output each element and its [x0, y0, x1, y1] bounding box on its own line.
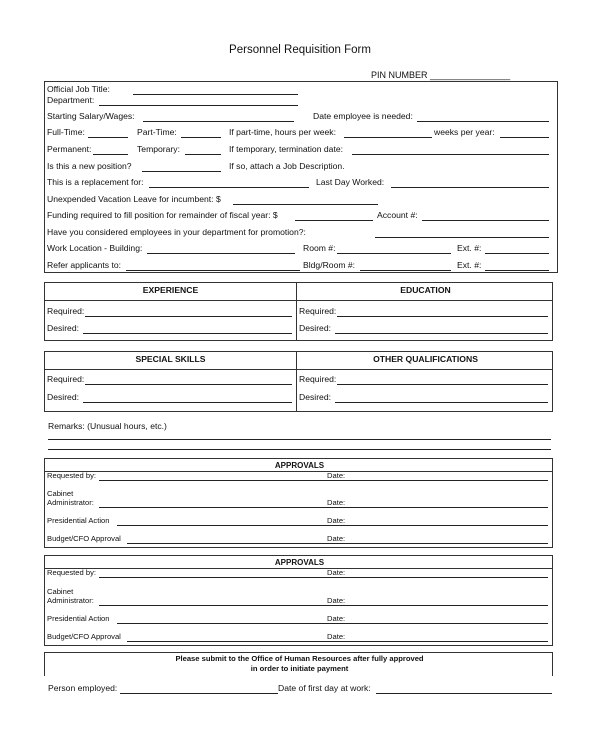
part-time-label: Part-Time: — [137, 127, 177, 137]
first-day-field[interactable] — [376, 693, 552, 694]
ext2-label: Ext. #: — [457, 260, 482, 270]
qualifications-required-label: Required: — [299, 374, 337, 384]
approvals-section-1 — [44, 458, 553, 548]
person-employed-field[interactable] — [120, 693, 278, 694]
considered-employees-field[interactable] — [375, 237, 549, 238]
bldg-room-label: Bldg/Room #: — [303, 260, 356, 270]
date-field-1c[interactable] — [346, 525, 548, 526]
person-employed-label: Person employed: — [48, 683, 118, 693]
skills-required-label: Required: — [47, 374, 85, 384]
remarks-label: Remarks: (Unusual hours, etc.) — [48, 421, 167, 431]
skills-required-field[interactable] — [85, 384, 292, 385]
work-location-label: Work Location - Building: — [47, 243, 143, 253]
account-field[interactable] — [422, 220, 549, 221]
skills-desired-label: Desired: — [47, 392, 79, 402]
remarks-field-line-2[interactable] — [48, 449, 551, 450]
budget-cfo-label-2: Budget/CFO Approval — [47, 632, 121, 641]
date-label-1a: Date: — [327, 471, 346, 480]
starting-salary-label: Starting Salary/Wages: — [47, 111, 135, 121]
experience-desired-field[interactable] — [83, 333, 292, 334]
requested-by-field-1[interactable] — [99, 480, 369, 481]
date-field-2c[interactable] — [346, 623, 548, 624]
refer-applicants-field[interactable] — [126, 270, 300, 271]
hours-per-week-field[interactable] — [344, 137, 432, 138]
education-desired-label: Desired: — [299, 323, 331, 333]
first-day-label: Date of first day at work: — [278, 683, 371, 693]
experience-required-label: Required: — [47, 306, 85, 316]
if-part-time-label: If part-time, hours per week: — [229, 127, 336, 137]
replacement-for-label: This is a replacement for: — [47, 177, 144, 187]
if-temporary-label: If temporary, termination date: — [229, 144, 343, 154]
date-label-1d: Date: — [327, 534, 346, 543]
experience-desired-label: Desired: — [47, 323, 79, 333]
date-label-2d: Date: — [327, 632, 346, 641]
date-label-2a: Date: — [327, 568, 346, 577]
starting-salary-field[interactable] — [143, 121, 294, 122]
page-title: Personnel Requisition Form — [229, 44, 371, 56]
last-day-worked-label: Last Day Worked: — [316, 177, 385, 187]
pin-number-field[interactable]: PIN NUMBER ________________ — [371, 70, 511, 80]
qualifications-required-field[interactable] — [337, 384, 548, 385]
education-required-field[interactable] — [337, 316, 548, 317]
other-qualifications-heading: OTHER QUALIFICATIONS — [373, 354, 478, 364]
date-field-2d[interactable] — [346, 641, 548, 642]
full-time-label: Full-Time: — [47, 127, 85, 137]
official-job-title-label: Official Job Title: — [47, 84, 110, 94]
refer-applicants-label: Refer applicants to: — [47, 260, 122, 270]
cabinet-label-1: Cabinet — [47, 489, 74, 498]
weeks-per-year-field[interactable] — [500, 137, 549, 138]
presidential-action-label-1: Presidential Action — [47, 516, 110, 525]
department-label: Department: — [47, 95, 95, 105]
ext2-field[interactable] — [485, 270, 549, 271]
budget-cfo-field-1[interactable] — [127, 543, 369, 544]
weeks-per-year-label: weeks per year: — [434, 127, 495, 137]
room-label: Room #: — [303, 243, 336, 253]
funding-field[interactable] — [295, 220, 373, 221]
date-field-1d[interactable] — [346, 543, 548, 544]
date-field-2b[interactable] — [346, 605, 548, 606]
new-position-label: Is this a new position? — [47, 161, 132, 171]
experience-education-section — [44, 282, 553, 341]
attach-description-label: If so, attach a Job Description. — [229, 161, 345, 171]
requested-by-label-1: Requested by: — [47, 471, 96, 480]
approvals-heading-2: APPROVALS — [274, 558, 325, 567]
department-field[interactable] — [99, 105, 298, 106]
date-needed-label: Date employee is needed: — [313, 111, 413, 121]
qualifications-desired-label: Desired: — [299, 392, 331, 402]
work-location-field[interactable] — [147, 253, 295, 254]
experience-required-field[interactable] — [85, 316, 292, 317]
presidential-action-field-2[interactable] — [117, 623, 369, 624]
skills-desired-field[interactable] — [83, 402, 292, 403]
ext1-label: Ext. #: — [457, 243, 482, 253]
date-field-1a[interactable] — [346, 480, 548, 481]
submit-notice-line-1: Please submit to the Office of Human Resources after fully approved — [175, 654, 424, 663]
administrator-field-2[interactable] — [99, 605, 369, 606]
budget-cfo-label-1: Budget/CFO Approval — [47, 534, 121, 543]
education-heading: EDUCATION — [400, 285, 451, 295]
qualifications-desired-field[interactable] — [335, 402, 548, 403]
vacation-leave-label: Unexpended Vacation Leave for incumbent: $ — [47, 194, 221, 204]
submit-notice-line-2: in order to initiate payment — [250, 664, 349, 673]
approvals-section-2 — [44, 555, 553, 646]
approvals-heading-1: APPROVALS — [274, 461, 325, 470]
cabinet-label-2: Cabinet — [47, 587, 74, 596]
skills-qualifications-section — [44, 351, 553, 412]
ext1-field[interactable] — [485, 253, 549, 254]
vacation-leave-field[interactable] — [233, 204, 378, 205]
part-time-field[interactable] — [181, 137, 221, 138]
date-label-2b: Date: — [327, 596, 346, 605]
education-required-label: Required: — [299, 306, 337, 316]
considered-employees-label: Have you considered employees in your department for promotion?: — [47, 227, 306, 237]
submit-notice-box — [44, 652, 553, 676]
administrator-field-1[interactable] — [99, 507, 369, 508]
special-skills-heading: SPECIAL SKILLS — [135, 354, 206, 364]
date-label-1c: Date: — [327, 516, 346, 525]
temporary-label: Temporary: — [137, 144, 180, 154]
new-position-field[interactable] — [142, 171, 221, 172]
termination-date-field[interactable] — [352, 154, 549, 155]
temporary-field[interactable] — [185, 154, 221, 155]
last-day-worked-field[interactable] — [391, 187, 549, 188]
administrator-label-2: Administrator: — [47, 596, 94, 605]
date-label-1b: Date: — [327, 498, 346, 507]
presidential-action-label-2: Presidential Action — [47, 614, 110, 623]
administrator-label-1: Administrator: — [47, 498, 94, 507]
permanent-label: Permanent: — [47, 144, 92, 154]
education-desired-field[interactable] — [335, 333, 548, 334]
room-field[interactable] — [337, 253, 451, 254]
budget-cfo-field-2[interactable] — [127, 641, 369, 642]
full-time-field[interactable] — [88, 137, 128, 138]
permanent-field[interactable] — [93, 154, 128, 155]
remarks-field-line-1[interactable] — [48, 439, 551, 440]
experience-heading: EXPERIENCE — [142, 285, 199, 295]
date-field-2a[interactable] — [346, 577, 548, 578]
presidential-action-field-1[interactable] — [117, 525, 369, 526]
date-label-2c: Date: — [327, 614, 346, 623]
account-label: Account #: — [377, 210, 418, 220]
funding-label: Funding required to fill position for remainder of fiscal year: $ — [47, 210, 278, 220]
bldg-room-field[interactable] — [360, 270, 451, 271]
requested-by-label-2: Requested by: — [47, 568, 96, 577]
requested-by-field-2[interactable] — [99, 577, 369, 578]
job-info-section — [44, 81, 558, 273]
date-needed-field[interactable] — [417, 121, 549, 122]
replacement-for-field[interactable] — [149, 187, 309, 188]
date-field-1b[interactable] — [346, 507, 548, 508]
